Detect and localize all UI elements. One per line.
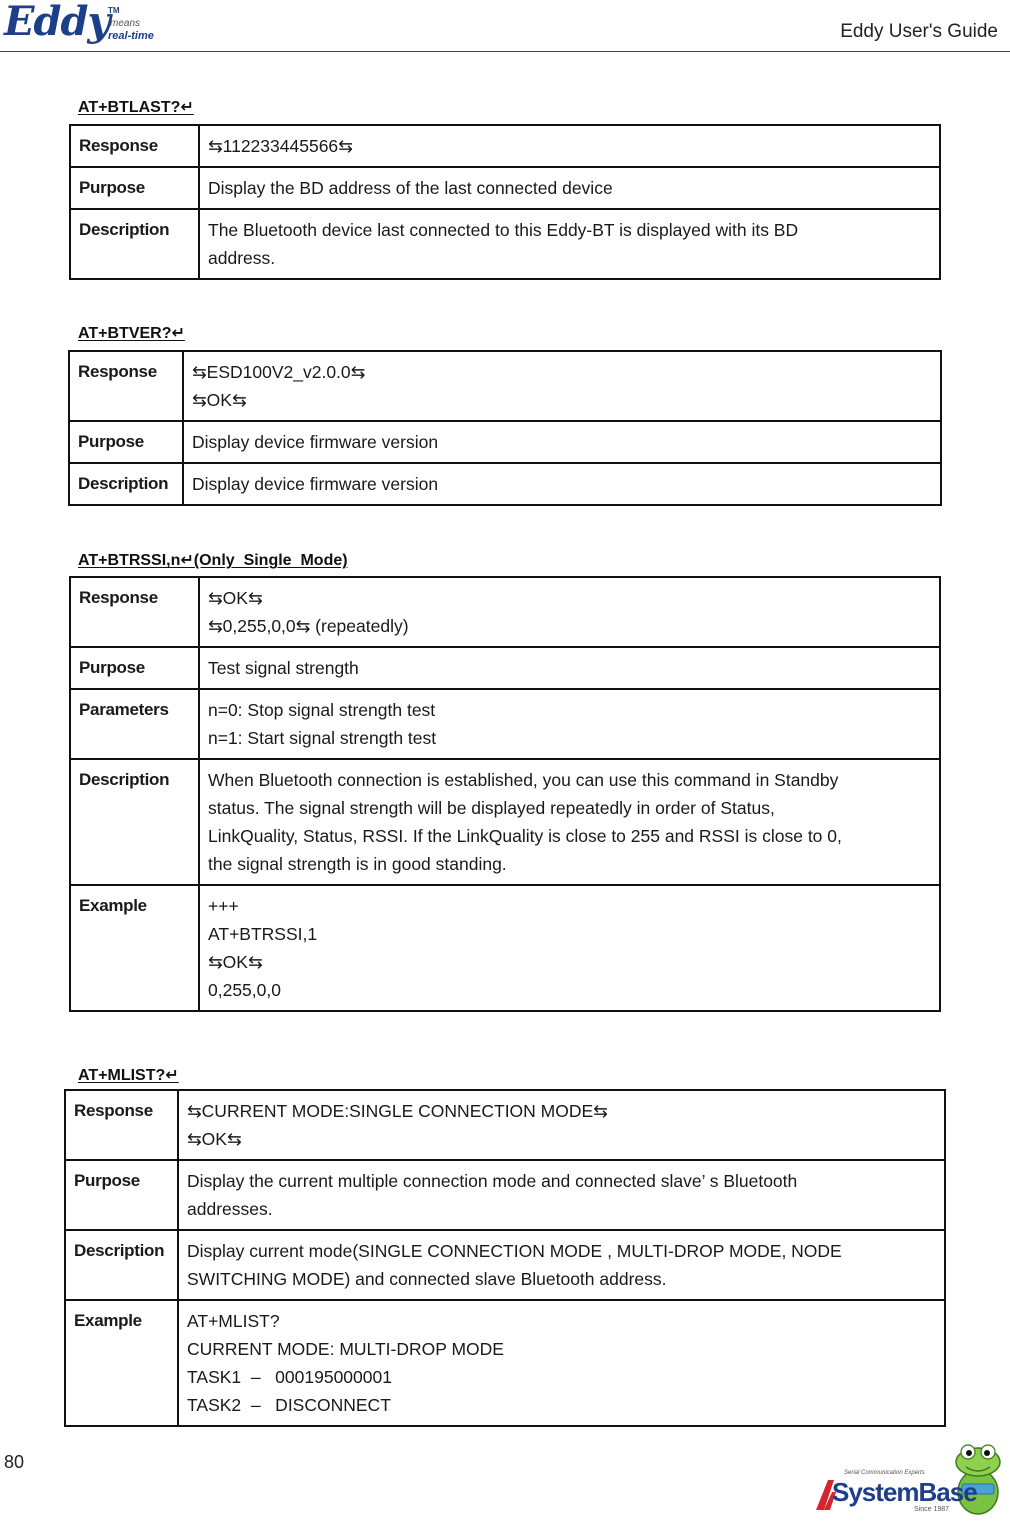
command-table-mlist — [64, 1089, 946, 1427]
row-label: Example — [65, 1300, 178, 1426]
row-label: Response — [70, 125, 199, 167]
row-value — [183, 351, 941, 421]
row-value — [199, 577, 940, 647]
page-number: 80 — [4, 1452, 25, 1472]
value-line: n=0: Stop signal strength test — [208, 700, 436, 720]
table-row — [70, 689, 940, 759]
row-label: Description — [69, 463, 183, 505]
value-line: the signal strength is in good standing. — [208, 854, 507, 874]
eddy-logo-text: Eddy — [4, 0, 110, 45]
row-label: Response — [70, 577, 199, 647]
row-label: Description — [65, 1230, 178, 1300]
value-line: ⇆OK⇆ — [187, 1129, 242, 1149]
value-line: When Bluetooth connection is established, you can use this command in Standby — [208, 770, 839, 790]
row-label: Example — [70, 885, 199, 1011]
table-row — [70, 647, 940, 689]
row-value — [183, 463, 941, 505]
systembase-logo — [810, 1440, 1006, 1516]
table-row — [70, 125, 940, 167]
row-label: Parameters — [70, 689, 199, 759]
value-line: Test signal strength — [208, 658, 359, 678]
row-label: Purpose — [69, 421, 183, 463]
eddy-logo-tm: TM — [108, 6, 120, 15]
row-label: Response — [65, 1090, 178, 1160]
command-heading-btver: AT+BTVER?↵ — [78, 325, 185, 342]
row-value — [199, 125, 940, 167]
row-label: Purpose — [65, 1160, 178, 1230]
value-line: ⇆0,255,0,0⇆ (repeatedly) — [208, 616, 409, 636]
row-value — [178, 1230, 945, 1300]
value-line: LinkQuality, Status, RSSI. If the LinkQuality is close to 255 and RSSI is close to 0, — [208, 826, 842, 846]
value-line: ⇆112233445566⇆ — [208, 136, 353, 156]
guide-title: Eddy User's Guide — [840, 21, 998, 42]
command-heading-mlist: AT+MLIST?↵ — [78, 1067, 179, 1084]
table-row — [65, 1160, 945, 1230]
row-value — [199, 209, 940, 279]
value-line: n=1: Start signal strength test — [208, 728, 437, 748]
value-line: address. — [208, 248, 276, 268]
value-line: CURRENT MODE: MULTI-DROP MODE — [187, 1339, 504, 1359]
value-line: AT+BTRSSI,1 — [208, 924, 318, 944]
value-line: TASK1 – 000195000001 — [187, 1367, 392, 1387]
command-table-btrssi — [69, 576, 941, 1012]
table-row — [70, 167, 940, 209]
row-value — [199, 759, 940, 885]
eddy-logo-tagline-2: real-time — [108, 30, 154, 42]
value-line: status. The signal strength will be displayed repeatedly in order of Status, — [208, 798, 775, 818]
table-row — [65, 1300, 945, 1426]
command-table-btver — [68, 350, 942, 506]
value-line: Display device firmware version — [192, 474, 439, 494]
company-name: SystemBase — [832, 1477, 977, 1507]
command-heading-btrssi: AT+BTRSSI,n↵(Only Single Mode) — [78, 552, 348, 569]
row-value — [178, 1300, 945, 1426]
value-line: ⇆OK⇆ — [192, 390, 247, 410]
row-value — [199, 647, 940, 689]
value-line: ⇆CURRENT MODE:SINGLE CONNECTION MODE⇆ — [187, 1101, 608, 1121]
value-line: SWITCHING MODE) and connected slave Bluetooth address. — [187, 1269, 667, 1289]
value-line: Display the BD address of the last connected device — [208, 178, 613, 198]
page-header — [0, 0, 1010, 52]
row-value — [199, 167, 940, 209]
row-label: Description — [70, 209, 199, 279]
row-value — [183, 421, 941, 463]
eddy-logo — [4, 2, 164, 46]
value-line: Display device firmware version — [192, 432, 439, 452]
table-row — [70, 759, 940, 885]
row-value — [199, 689, 940, 759]
value-line: ⇆ESD100V2_v2.0.0⇆ — [192, 362, 366, 382]
value-line: addresses. — [187, 1199, 273, 1219]
table-row — [70, 209, 940, 279]
row-label: Response — [69, 351, 183, 421]
command-heading-btlast: AT+BTLAST?↵ — [78, 99, 194, 116]
table-row — [65, 1090, 945, 1160]
row-value — [178, 1090, 945, 1160]
command-table-btlast — [69, 124, 941, 280]
value-line: +++ — [208, 896, 239, 916]
company-since: Since 1987 — [914, 1506, 950, 1513]
row-label: Purpose — [70, 167, 199, 209]
table-row — [69, 421, 941, 463]
company-tagline: Serial Communication Experts — [844, 1470, 925, 1476]
table-row — [70, 885, 940, 1011]
value-line: The Bluetooth device last connected to this Eddy-BT is displayed with its BD — [208, 220, 799, 240]
value-line: 0,255,0,0 — [208, 980, 281, 1000]
table-row — [69, 463, 941, 505]
row-value — [199, 885, 940, 1011]
table-row — [65, 1230, 945, 1300]
header-divider — [0, 51, 1010, 52]
value-line: Display the current multiple connection mode and connected slave’ s Bluetooth — [187, 1171, 798, 1191]
table-row — [69, 351, 941, 421]
value-line: Display current mode(SINGLE CONNECTION MODE , MULTI-DROP MODE, NODE — [187, 1241, 842, 1261]
row-value — [178, 1160, 945, 1230]
value-line: ⇆OK⇆ — [208, 952, 263, 972]
row-label: Purpose — [70, 647, 199, 689]
eddy-logo-tagline-1: means — [110, 18, 141, 29]
value-line: TASK2 – DISCONNECT — [187, 1395, 391, 1415]
row-label: Description — [70, 759, 199, 885]
value-line: AT+MLIST? — [187, 1311, 280, 1331]
value-line: ⇆OK⇆ — [208, 588, 263, 608]
table-row — [70, 577, 940, 647]
